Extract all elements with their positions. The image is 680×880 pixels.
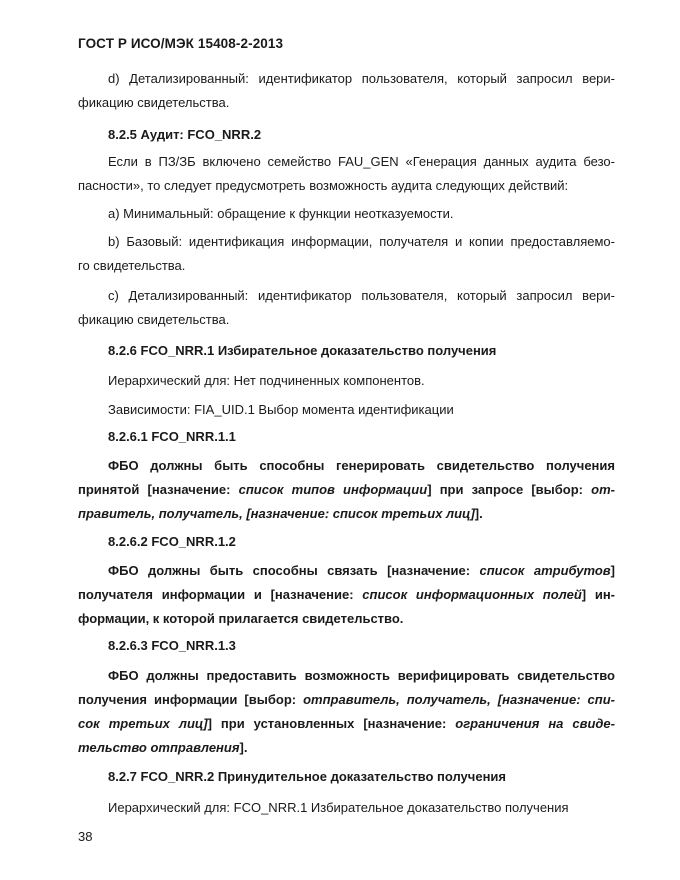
paragraph-b-basic: [78, 230, 615, 278]
text-line: c) Детализированный: идентификатор пользователя, который запросил вери-: [108, 288, 615, 303]
text-line: b) Базовый: идентификация информации, получателя и копии предоставляемо-: [108, 234, 615, 249]
paragraph-hierarchical-2: Иерархический для: FCO_NRR.1 Избирательное доказательство получения: [108, 800, 569, 815]
paragraph-fco-nrr-1-3: [78, 664, 615, 760]
text-line: сок третьих лиц]] при установленных [назначение: ограничения на свиде-: [78, 716, 615, 731]
text-line: фикацию свидетельства.: [78, 95, 230, 110]
text-line: формации, к которой прилагается свидетельство.: [78, 611, 404, 626]
paragraph-d-detailed: [78, 67, 615, 115]
text-line: фикацию свидетельства.: [78, 312, 230, 327]
paragraph-audit-intro: [78, 150, 615, 198]
page-header: ГОСТ Р ИСО/МЭК 15408-2-2013: [78, 36, 284, 51]
section-heading-8-2-6-1: 8.2.6.1 FCO_NRR.1.1: [108, 429, 236, 444]
paragraph-hierarchical-1: Иерархический для: Нет подчиненных компонентов.: [108, 373, 425, 388]
section-heading-8-2-5: 8.2.5 Аудит: FCO_NRR.2: [108, 127, 262, 142]
text-line: получения информации [выбор: отправитель, получатель, [назначение: спи-: [78, 692, 616, 707]
section-heading-8-2-6-2: 8.2.6.2 FCO_NRR.1.2: [108, 534, 236, 549]
paragraph-a-minimal: a) Минимальный: обращение к функции неотказуемости.: [108, 206, 454, 221]
text-line: ФБО должны быть способны генерировать свидетельство получения: [108, 458, 615, 473]
text-line: пасности», то следует предусмотреть возможность аудита следующих действий:: [78, 178, 569, 193]
paragraph-fco-nrr-1-1: [78, 454, 615, 526]
text-line: тельство отправления].: [78, 740, 248, 755]
text-line: d) Детализированный: идентификатор пользователя, который запросил вери-: [108, 71, 615, 86]
text-line: получателя информации и [назначение: список информационных полей] ин-: [78, 587, 615, 602]
text-line: правитель, получатель, [назначение: список третьих лиц]].: [78, 506, 483, 521]
text-line: ФБО должны предоставить возможность верифицировать свидетельство: [108, 668, 615, 683]
page-number: 38: [78, 829, 93, 844]
text-line: Если в ПЗ/ЗБ включено семейство FAU_GEN «Генерация данных аудита безо-: [108, 154, 615, 169]
paragraph-dependencies-1: Зависимости: FIA_UID.1 Выбор момента идентификации: [108, 402, 454, 417]
section-heading-8-2-6: 8.2.6 FCO_NRR.1 Избирательное доказательство получения: [108, 343, 497, 358]
text-line: го свидетельства.: [78, 258, 186, 273]
paragraph-c-detailed: [78, 284, 615, 332]
paragraph-fco-nrr-1-2: [78, 559, 615, 631]
text-line: ФБО должны быть способны связать [назначение: список атрибутов]: [108, 563, 615, 578]
section-heading-8-2-7: 8.2.7 FCO_NRR.2 Принудительное доказательство получения: [108, 769, 506, 784]
text-line: принятой [назначение: список типов информации] при запросе [выбор: от-: [78, 482, 615, 497]
section-heading-8-2-6-3: 8.2.6.3 FCO_NRR.1.3: [108, 638, 236, 653]
